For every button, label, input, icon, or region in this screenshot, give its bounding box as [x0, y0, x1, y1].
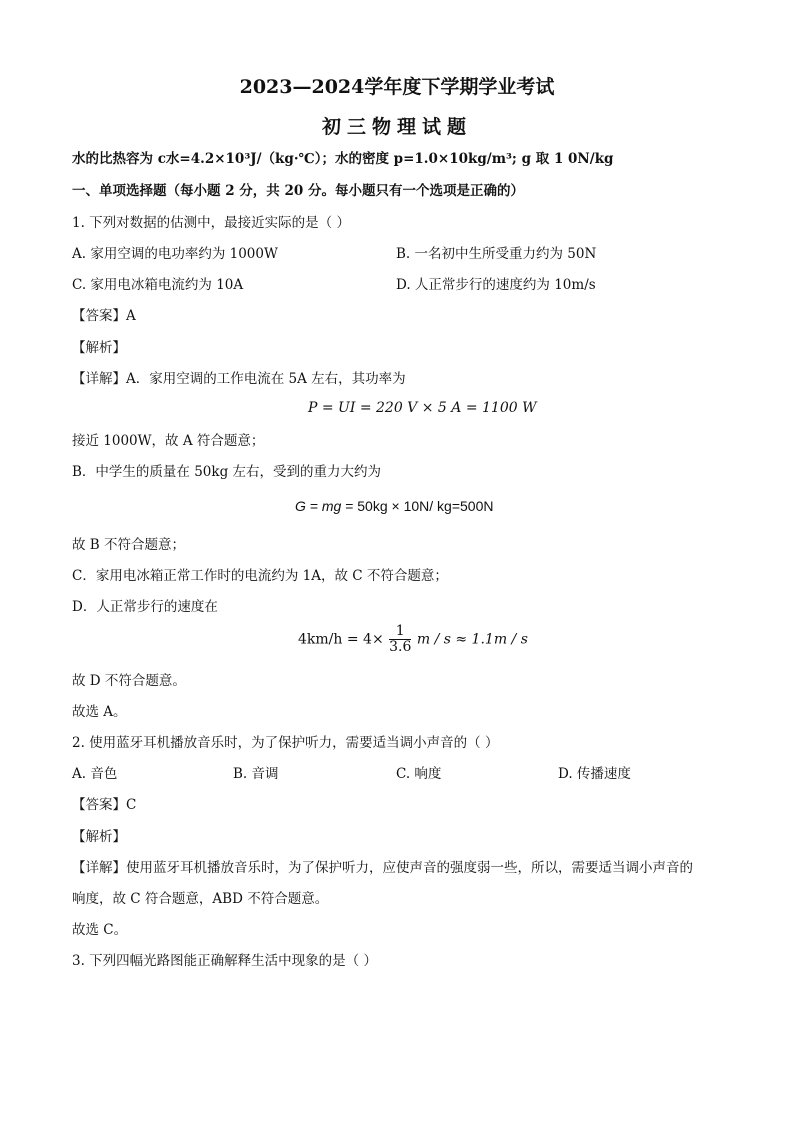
q2-detail-line1: 【详解】使用蓝牙耳机播放音乐时，为了保护听力，应使声音的强度弱一些，所以，需要适当调小声音的	[72, 860, 693, 876]
q1-formula-b-right: = 50kg × 10N/ kg=500N	[345, 498, 494, 514]
q2-option-c: C. 响度	[396, 766, 442, 782]
q1-formula-d-right: m / s ≈ 1.1m / s	[416, 631, 528, 648]
q2-option-d: D. 传播速度	[558, 766, 631, 782]
q1-after-a: 接近 1000W，故 A 符合题意；	[72, 433, 265, 449]
q1-option-a: A. 家用空调的电功率约为 1000W	[72, 246, 278, 262]
section-heading: 一、单项选择题（每小题 2 分，共 20 分。每小题只有一个选项是正确的）	[72, 183, 524, 199]
q1-detail-d: D．人正常步行的速度在	[72, 599, 218, 615]
q1-formula-d-numerator: 1	[389, 624, 411, 640]
q3-stem: 3. 下列四幅光路图能正确解释生活中现象的是（ ）	[72, 953, 377, 969]
constants-line: 水的比热容为 c水=4.2×10³J/（kg·℃）；水的密度 p=1.0×10kg/m³; g 取 1 0N/kg	[72, 151, 614, 167]
q2-option-b: B. 音调	[233, 766, 279, 782]
q1-detail-b: B．中学生的质量在 50kg 左右，受到的重力大约为	[72, 464, 382, 480]
exam-title: 2023—2024学年度下学期学业考试	[239, 76, 555, 98]
q2-conclusion: 故选 C。	[72, 922, 128, 938]
q1-formula-b-left: G = mg	[295, 498, 342, 514]
q1-stem: 1. 下列对数据的估测中，最接近实际的是（ ）	[72, 215, 350, 231]
q1-after-d: 故 D 不符合题意。	[72, 673, 186, 689]
q2-detail-line2: 响度，故 C 符合题意，ABD 不符合题意。	[72, 891, 329, 907]
q1-conclusion: 故选 A。	[72, 704, 127, 720]
q2-option-a: A. 音色	[72, 766, 118, 782]
q1-option-b: B. 一名初中生所受重力约为 50N	[396, 246, 597, 262]
q1-formula-d-fraction	[389, 624, 411, 655]
q1-detail-a: 【详解】A．家用空调的工作电流在 5A 左右，其功率为	[72, 371, 406, 387]
q1-formula-d-left: 4km/h = 4×	[298, 631, 384, 648]
q1-formula-d	[298, 624, 528, 655]
q1-formula-b	[295, 498, 493, 514]
q1-formula-a: P = UI = 220 V × 5 A = 1100 W	[308, 400, 537, 416]
exam-subtitle: 初三物理试题	[321, 116, 472, 138]
q1-analysis-label: 【解析】	[72, 340, 126, 356]
q2-analysis-label: 【解析】	[72, 829, 126, 845]
q1-detail-c: C．家用电冰箱正常工作时的电流约为 1A，故 C 不符合题意；	[72, 568, 448, 584]
q2-answer: 【答案】C	[72, 797, 137, 813]
q1-option-d: D. 人正常步行的速度约为 10m/s	[396, 277, 596, 293]
q1-formula-d-denominator: 3.6	[389, 639, 412, 655]
q1-option-c: C. 家用电冰箱电流约为 10A	[72, 277, 244, 293]
q2-stem: 2. 使用蓝牙耳机播放音乐时，为了保护听力，需要适当调小声音的（ ）	[72, 735, 499, 751]
q1-answer: 【答案】A	[72, 308, 136, 324]
q1-after-b: 故 B 不符合题意；	[72, 537, 186, 553]
